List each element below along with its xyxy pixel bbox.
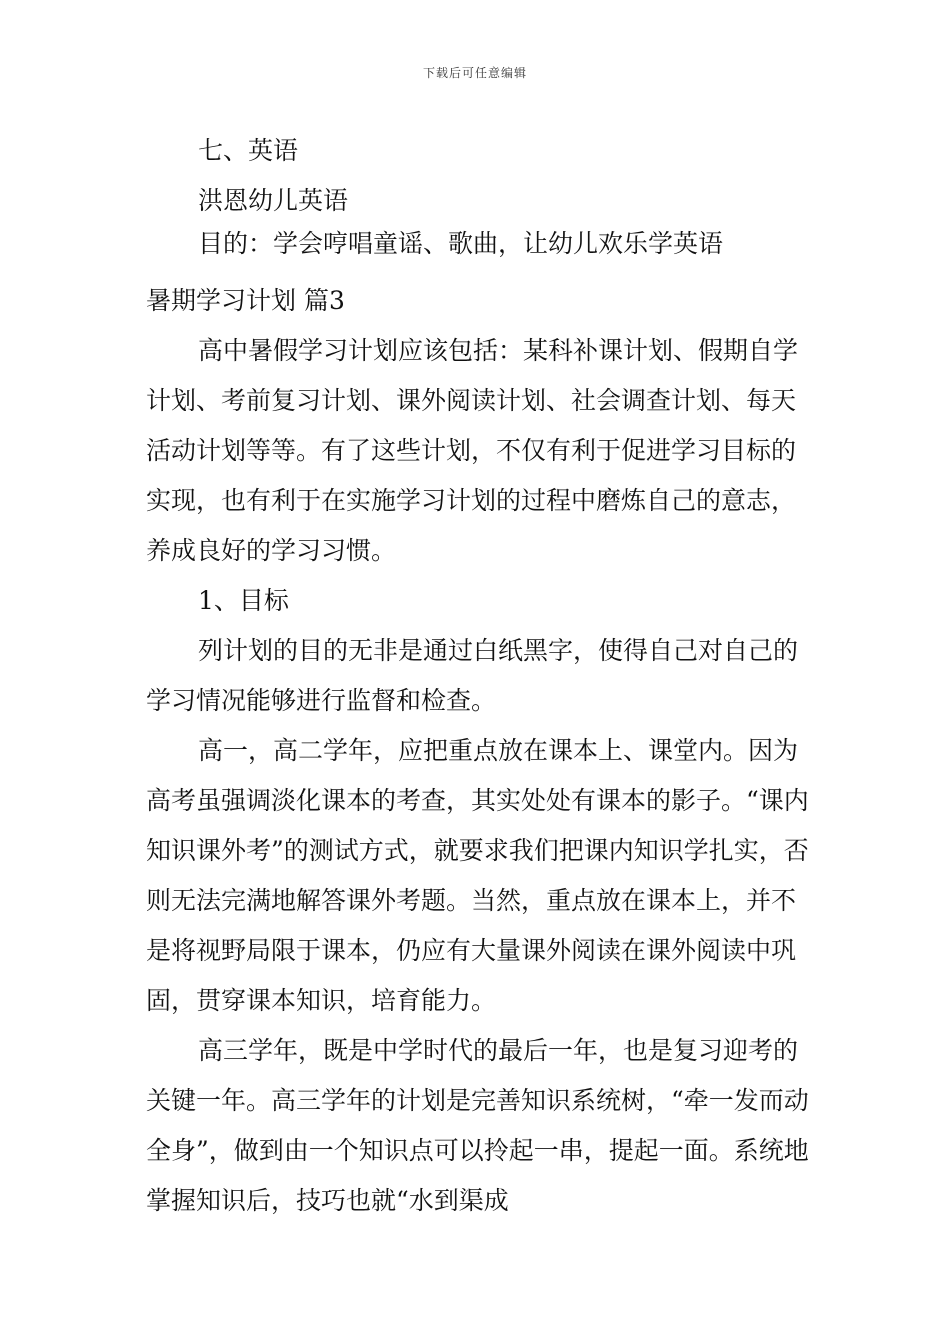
paragraph-plan-overview: 高中暑假学习计划应该包括：某科补课计划、假期自学计划、考前复习计划、课外阅读计划、社会调查计划、每天活动计划等等。有了这些计划，不仅有利于促进学习目标的实现，也有利于在实施学习计划的过程中磨炼自己的意志，养成良好的学习习惯。	[146, 336, 799, 565]
paragraph-hongen-english: 洪恩幼儿英语	[198, 186, 349, 215]
paragraph-goal-purpose: 列计划的目的无非是通过白纸黑字，使得自己对自己的学习情况能够进行监督和检查。	[146, 636, 799, 715]
section-title-plan-3: 暑期学习计划 篇3	[146, 286, 345, 315]
page-header-note: 下载后可任意编辑	[422, 66, 527, 80]
document-body	[146, 126, 810, 1226]
paragraph-heading-english: 七、英语	[198, 136, 299, 165]
paragraph-purpose: 目的：学会哼唱童谣、歌曲，让幼儿欢乐学英语	[198, 229, 724, 258]
paragraph-goal-heading: 1、目标	[198, 586, 289, 615]
paragraph-grade-three: 高三学年，既是中学时代的最后一年，也是复习迎考的关键一年。高三学年的计划是完善知识系统树，“牵一发而动全身”，做到由一个知识点可以拎起一串，提起一面。系统地掌握知识后，技巧也就“水到渠成	[146, 1036, 809, 1215]
paragraph-grade-one-two: 高一，高二学年，应把重点放在课本上、课堂内。因为高考虽强调淡化课本的考查，其实处处有课本的影子。“课内知识课外考”的测试方式，就要求我们把课内知识学扎实，否则无法完满地解答课外考题。当然，重点放在课本上，并不是将视野局限于课本，仍应有大量课外阅读在课外阅读中巩固，贯穿课本知识，培育能力。	[146, 736, 809, 1015]
